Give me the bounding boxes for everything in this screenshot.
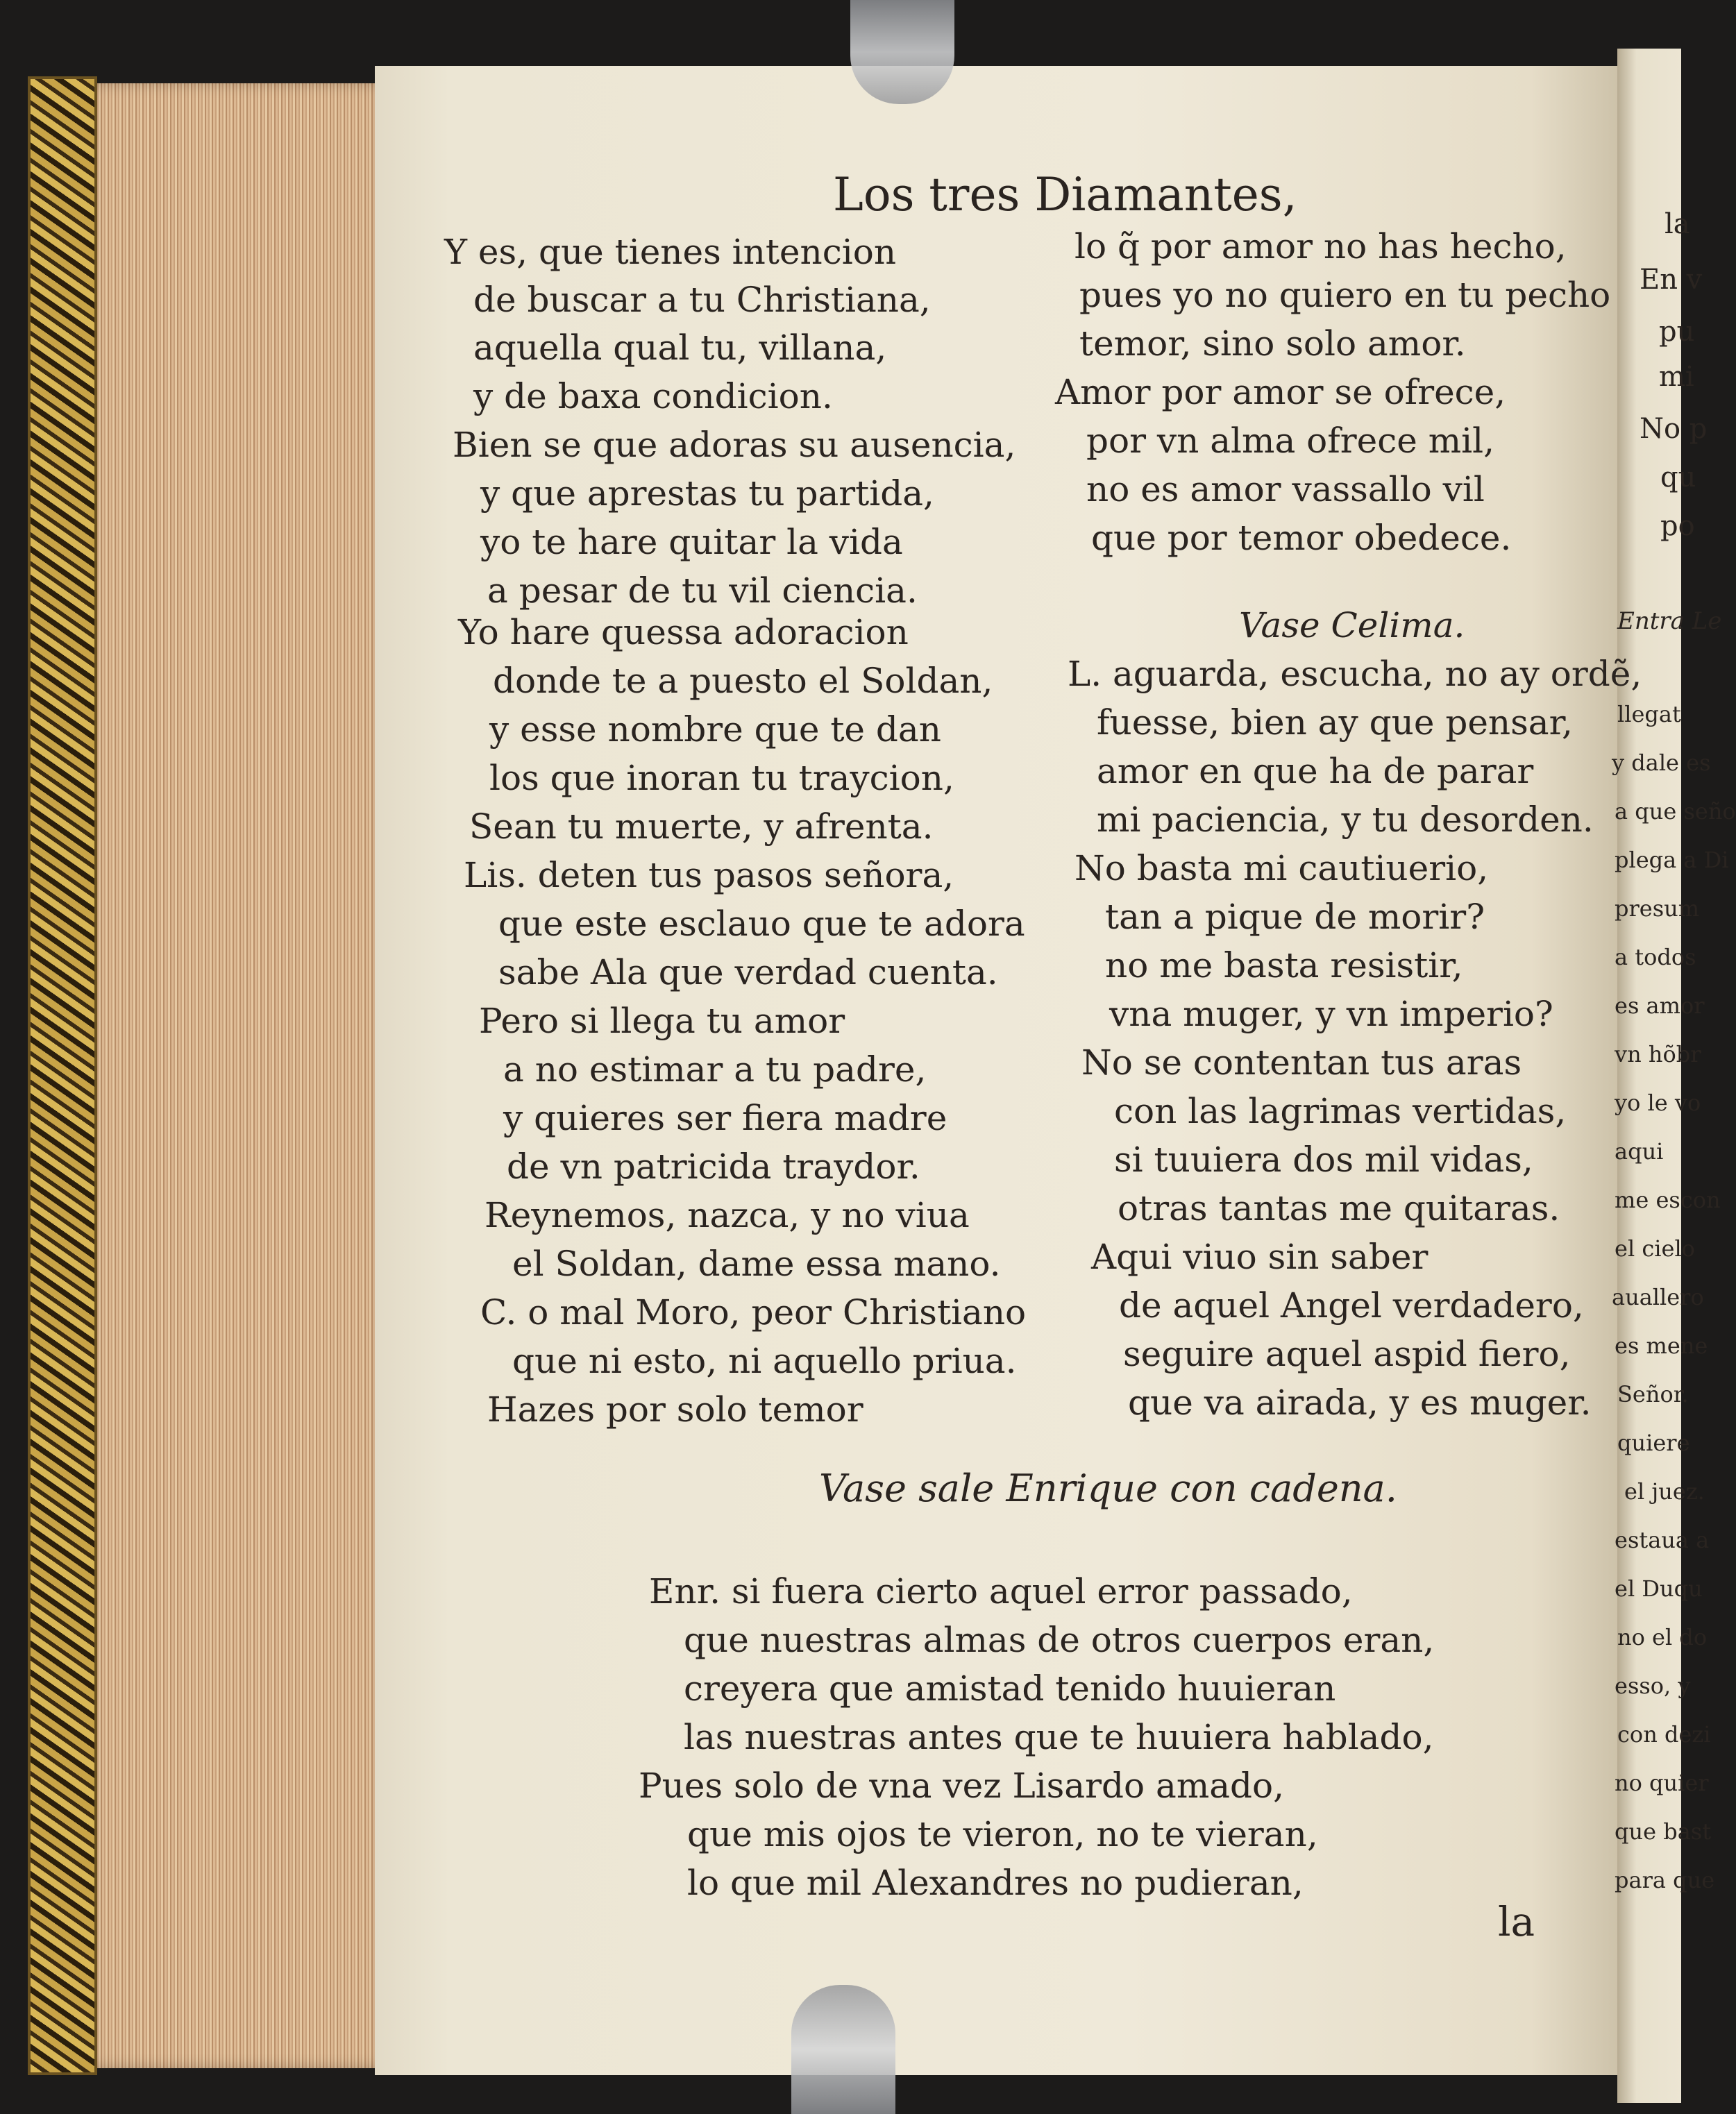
left-line: que ni esto, ni aquello priua. — [512, 1341, 1017, 1381]
right-line: de aquel Angel verdadero, — [1119, 1285, 1584, 1326]
facing-fragment: a todos — [1615, 944, 1696, 970]
sonnet-line: que nuestras almas de otros cuerpos eran, — [684, 1620, 1435, 1660]
running-head: Los tres Diamantes, — [833, 168, 1297, 221]
facing-fragment: que bast — [1615, 1818, 1712, 1845]
right-line: amor en que ha de parar — [1097, 751, 1534, 791]
right-line: No se contentan tus aras — [1081, 1042, 1522, 1083]
sonnet-line: Pues solo de vna vez Lisardo amado, — [639, 1766, 1285, 1806]
right-line: pues yo no quiero en tu pecho — [1079, 275, 1611, 315]
facing-fragment: llegat — [1617, 701, 1681, 727]
facing-fragment: no el do — [1617, 1624, 1708, 1650]
facing-fragment: con dezi — [1617, 1721, 1711, 1748]
left-line: de buscar a tu Christiana, — [473, 280, 931, 320]
catchword: la — [1498, 1898, 1535, 1945]
facing-fragment: es mene — [1615, 1333, 1708, 1359]
left-line: y de baxa condicion. — [473, 376, 833, 416]
facing-fragment: la — [1665, 208, 1690, 240]
facing-fragment: po — [1660, 510, 1695, 542]
right-line: Amor por amor se ofrece, — [1055, 372, 1506, 412]
right-line: L. aguarda, escucha, no ay ordẽ, — [1068, 654, 1642, 694]
left-line: los que inoran tu traycion, — [489, 758, 954, 798]
right-line: fuesse, bien ay que pensar, — [1097, 702, 1573, 743]
stage-direction-celima: Vase Celima. — [1239, 605, 1465, 645]
facing-fragment: el juez. — [1624, 1478, 1705, 1505]
facing-fragment: esso, y — [1615, 1673, 1691, 1699]
left-line: a no estimar a tu padre, — [503, 1049, 927, 1090]
sonnet-line: lo que mil Alexandres no pudieran, — [687, 1863, 1304, 1903]
right-line: que va airada, y es muger. — [1128, 1382, 1592, 1423]
left-line: Lis. deten tus pasos señora, — [464, 855, 954, 895]
right-line: temor, sino solo amor. — [1079, 323, 1466, 364]
left-line: y que aprestas tu partida, — [480, 473, 934, 514]
left-line: el Soldan, dame essa mano. — [512, 1244, 1001, 1284]
facing-fragment: plega a Di — [1615, 847, 1729, 873]
left-line: C. o mal Moro, peor Christiano — [480, 1292, 1027, 1333]
facing-fragment: Señor. — [1617, 1381, 1689, 1407]
facing-fragment: y dale es — [1612, 750, 1711, 776]
facing-fragment: estaua a — [1615, 1527, 1710, 1553]
right-line: No basta mi cautiuerio, — [1075, 848, 1489, 888]
right-line: no es amor vassallo vil — [1086, 469, 1485, 509]
left-line: a pesar de tu vil ciencia. — [487, 570, 918, 611]
facing-fragment: aqui — [1615, 1138, 1664, 1165]
left-line: Hazes por solo temor — [487, 1389, 863, 1430]
right-line: otras tantas me quitaras. — [1118, 1188, 1560, 1228]
left-line: Bien se que adoras su ausencia, — [453, 425, 1016, 465]
right-line: por vn alma ofrece mil, — [1086, 421, 1495, 461]
facing-fragment: no quier — [1615, 1770, 1709, 1796]
left-line: Pero si llega tu amor — [479, 1001, 845, 1041]
facing-fragment: yo le vo — [1615, 1090, 1701, 1116]
facing-fragment: me escon — [1615, 1187, 1721, 1213]
facing-fragment: es amor — [1615, 992, 1705, 1019]
left-line: Reynemos, nazca, y no viua — [484, 1195, 970, 1235]
left-line: que este esclauo que te adora — [498, 904, 1025, 944]
right-line: con las lagrimas vertidas, — [1114, 1091, 1567, 1131]
right-line: no me basta resistir, — [1105, 945, 1463, 986]
facing-fragment: a que seño — [1615, 798, 1736, 825]
facing-fragment: para que — [1615, 1867, 1715, 1893]
facing-fragment: No p — [1640, 413, 1708, 445]
right-line: Aqui viuo sin saber — [1091, 1237, 1429, 1277]
right-line: si tuuiera dos mil vidas, — [1114, 1140, 1533, 1180]
right-line: lo q̃ por amor no has hecho, — [1075, 226, 1567, 267]
sonnet-line: que mis ojos te vieron, no te vieran, — [687, 1814, 1318, 1854]
left-line: donde te a puesto el Soldan, — [493, 661, 993, 701]
facing-fragment: pu — [1659, 316, 1695, 348]
left-line: sabe Ala que verdad cuenta. — [498, 952, 998, 992]
facing-fragment: mi — [1659, 361, 1694, 393]
facing-fragment: el Duqu — [1615, 1575, 1703, 1602]
page-clip-bottom — [791, 1985, 895, 2114]
sonnet-line: Enr. si fuera cierto aquel error passado, — [649, 1571, 1353, 1612]
sonnet-line: las nuestras antes que te huuiera hablado, — [684, 1717, 1434, 1757]
facing-fragment: vn hõbr — [1615, 1041, 1701, 1067]
page-clip-top — [850, 0, 954, 104]
left-line: Yo hare quessa adoracion — [458, 612, 909, 652]
left-line: de vn patricida traydor. — [507, 1147, 920, 1187]
facing-fragment: Entra Le — [1617, 607, 1722, 635]
sonnet-line: creyera que amistad tenido huuieran — [684, 1668, 1336, 1709]
left-line: Sean tu muerte, y afrenta. — [469, 806, 934, 847]
right-line: vna muger, y vn imperio? — [1109, 994, 1553, 1034]
facing-fragment: presum — [1615, 895, 1700, 922]
left-line: yo te hare quitar la vida — [480, 522, 903, 562]
right-line: que por temor obedece. — [1091, 518, 1512, 558]
stage-direction: Vase sale Enrique con cadena. — [819, 1466, 1397, 1510]
left-line: y esse nombre que te dan — [489, 709, 941, 750]
gilt-binding-edge — [28, 76, 97, 2075]
facing-fragment: En v — [1640, 264, 1703, 296]
facing-fragment: auallero — [1612, 1284, 1704, 1310]
facing-fragment: qu — [1660, 462, 1696, 493]
facing-fragment: el cielo — [1615, 1235, 1695, 1262]
right-line: seguire aquel aspid fiero, — [1123, 1334, 1571, 1374]
page-block-edge — [97, 83, 389, 2068]
left-line: Y es, que tienes intencion — [444, 232, 897, 272]
right-line: tan a pique de morir? — [1105, 897, 1485, 937]
right-line: mi paciencia, y tu desorden. — [1097, 800, 1594, 840]
left-line: aquella qual tu, villana, — [473, 328, 887, 368]
facing-fragment: quiere — [1617, 1430, 1690, 1456]
left-line: y quieres ser fiera madre — [503, 1098, 947, 1138]
